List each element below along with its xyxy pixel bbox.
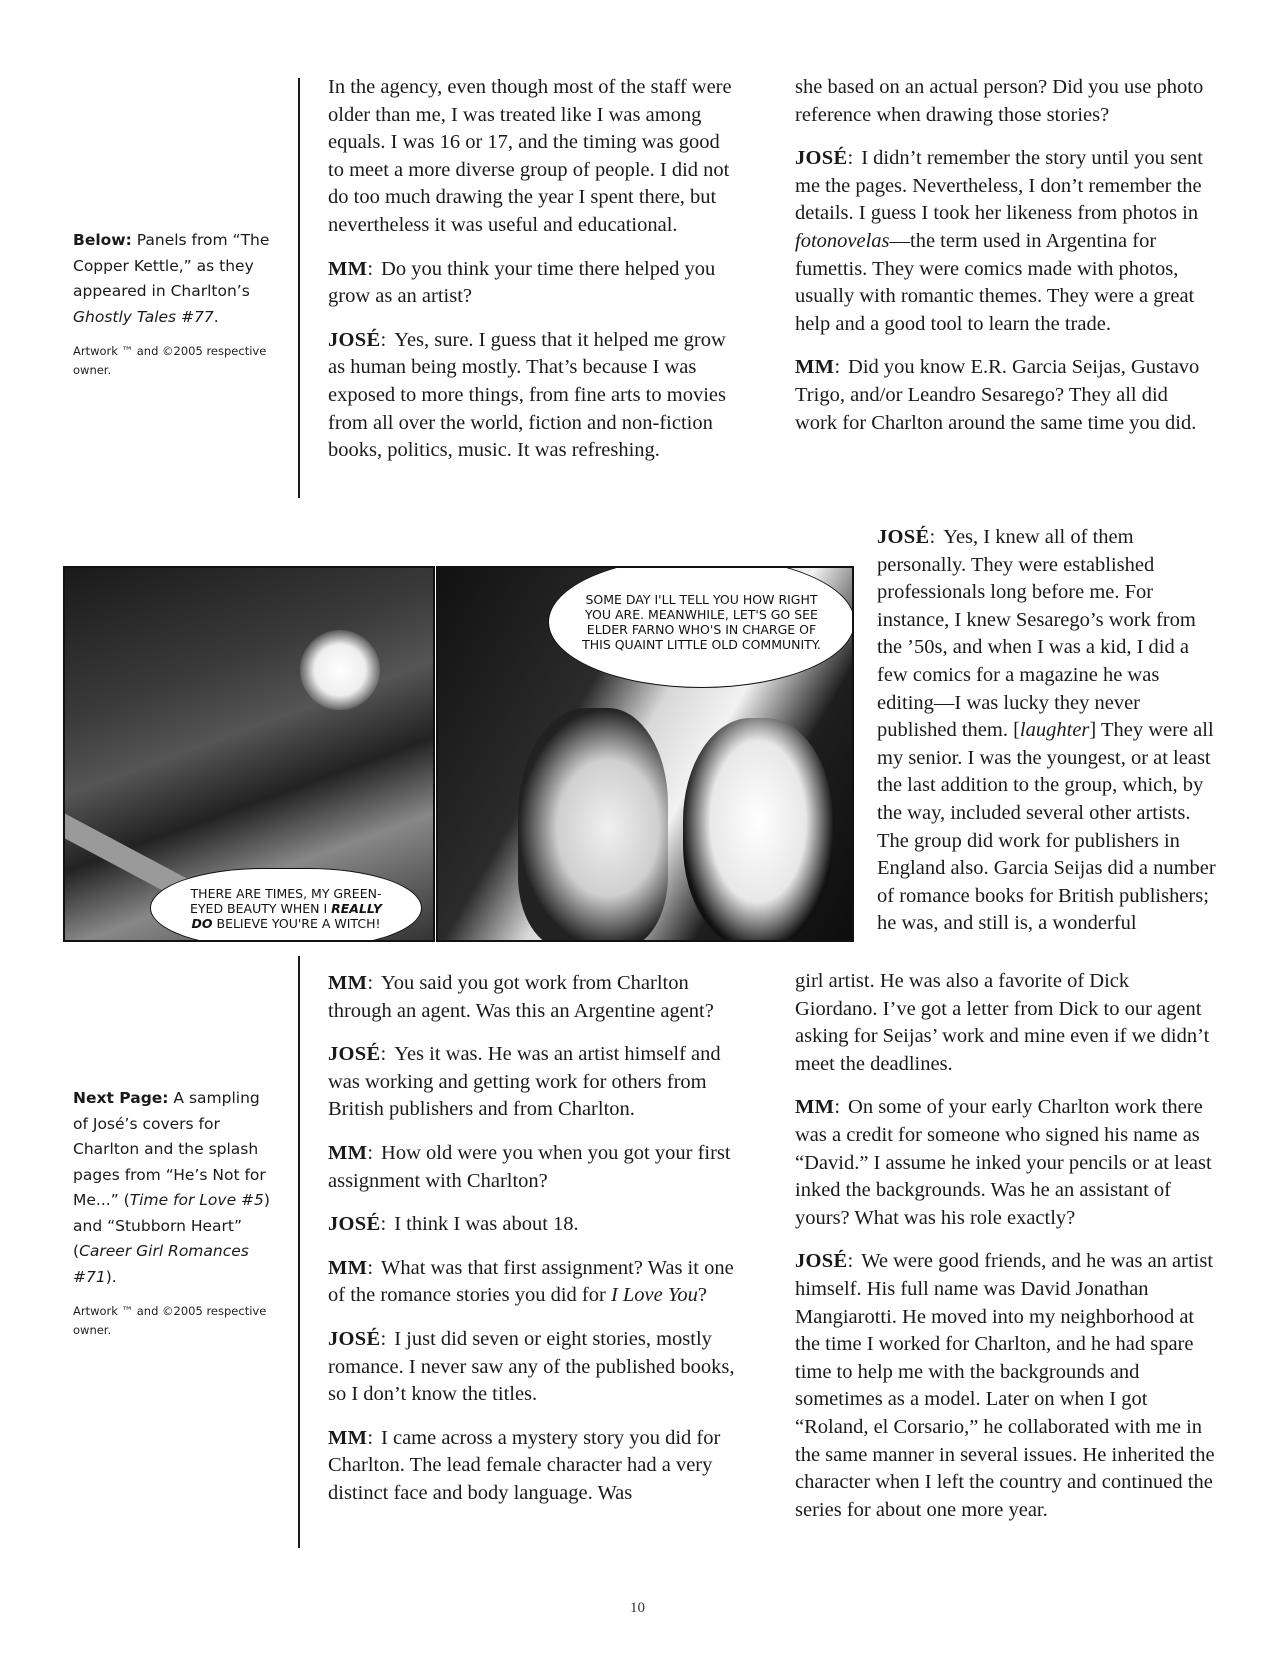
comic-panel-right [436,566,854,942]
column-middle-top [328,74,738,481]
caption-below: Below: Panels from “The Copper Kettle,” as they appeared in Charlton’s Ghostly Tales #77. Artwork ™ and ©2005 respective owner. [73,228,273,380]
caption-credit: Artwork ™ and ©2005 respective owner. [73,1304,267,1337]
paragraph: MM: On some of your early Charlton work there was a credit for someone who signed his name as “David.” I assume he inked your pencils or at least inked the backgrounds. Was he an assistant of yours? What was his role exactly? [795,1096,1212,1229]
paragraph: she based on an actual person? Did you use photo reference when drawing those stories? [795,76,1204,126]
paragraph: JOSÉ: Yes, sure. I guess that it helped me grow as human being mostly. That’s because I was exposed to more things, from fine arts to movies from all over the world, fiction and non-fiction books, politics, music. It was refreshing. [328,328,726,462]
column-right-wrap [877,524,1217,954]
speech-bubble: THERE ARE TIMES, MY GREEN-EYED BEAUTY WHEN I REALLY DO BELIEVE YOU'RE A WITCH! [150,868,422,942]
paragraph: MM: What was that first assignment? Was it one of the romance stories you did for I Love You? [328,1256,734,1307]
paragraph: In the agency, even though most of the staff were older than me, I was treated like I was among equals. I was 16 or 17, and the timing was good to meet a more diverse group of people. I did not do too much drawing the year I spent there, but nevertheless it was useful and educational. [328,76,732,236]
paragraph: JOSÉ: I didn’t remember the story until you sent me the pages. Nevertheless, I don’t remember the details. I guess I took her likeness from photos in fotonovelas—the term used in Argentina for fumettis. They were comics made with photos, usually with romantic themes. They were a great help and a good tool to learn the trade. [795,147,1203,335]
column-right-top [795,74,1215,453]
paragraph: JOSÉ: I just did seven or eight stories, mostly romance. I never saw any of the published books, so I don’t know the titles. [328,1327,735,1406]
caption-next-page: Next Page: A sampling of José’s covers for Charlton and the splash pages from “He’s Not for Me...” (Time for Love #5) and “Stubborn Heart” (Career Girl Romances #71). Artwork ™ and ©2005 respective owner. [73,1086,273,1340]
paragraph: girl artist. He was also a favorite of Dick Giordano. I’ve got a letter from Dick to our agent asking for Seijas’ work and mine even if we didn’t meet the deadlines. [795,970,1210,1075]
comic-panel-left [63,566,435,942]
paragraph: JOSÉ: Yes, I knew all of them personally. They were established professionals long before me. For instance, I knew Sesarego’s work from the ’50s, and when I was a kid, I did a few comics for a magazine he was editing—I was lucky they never published them. [laughter] They were all my senior. I was the youngest, or at least the last addition to the group, which, by the way, included several other artists. The group did work for publishers in England also. Garcia Seijas did a number of romance books for British publishers; he was, and still is, a wonderful [877,526,1216,935]
column-rule-top [298,78,300,498]
caption-label: Next Page: [73,1089,169,1107]
paragraph: JOSÉ: Yes it was. He was an artist himself and was working and getting work for others from British publishers and from Charlton. [328,1043,721,1121]
male-figure [518,708,668,942]
paragraph: MM: Do you think your time there helped you grow as an artist? [328,257,716,308]
caption-label: Below: [73,231,132,249]
paragraph: MM: I came across a mystery story you did for Charlton. The lead female character had a very distinct face and body language. Was [328,1426,721,1504]
paragraph: JOSÉ: I think I was about 18. [328,1213,579,1236]
column-right-bottom [795,968,1215,1540]
column-rule-bottom [298,956,300,1548]
speech-bubble: SOME DAY I'LL TELL YOU HOW RIGHT YOU ARE. MEANWHILE, LET'S GO SEE ELDER FARNO WHO'S IN CHARGE OF THIS QUAINT LITTLE OLD COMMUNITY. [548,566,854,688]
paragraph: MM: You said you got work from Charlton through an agent. Was this an Argentine agent? [328,972,714,1022]
lamp-glow [300,630,380,710]
paragraph: MM: How old were you when you got your first assignment with Charlton? [328,1141,731,1192]
column-middle-bottom [328,970,738,1524]
paragraph: JOSÉ: We were good friends, and he was an artist himself. His full name was David Jonathan Mangiarotti. He moved into my neighborhood at the time I worked for Charlton, and he had spare time to help me with the backgrounds and sometimes as a model. Later on when I got “Roland, el Corsario,” he collaborated with me in the same manner in several issues. He inherited the character when I left the country and continued the series for about one more year. [795,1250,1215,1521]
paragraph: MM: Did you know E.R. Garcia Seijas, Gustavo Trigo, and/or Leandro Sesarego? They all did work for Charlton around the same time you did. [795,356,1200,434]
caption-credit: Artwork ™ and ©2005 respective owner. [73,344,267,377]
female-figure [683,718,833,942]
page-number: 10 [630,1600,645,1616]
